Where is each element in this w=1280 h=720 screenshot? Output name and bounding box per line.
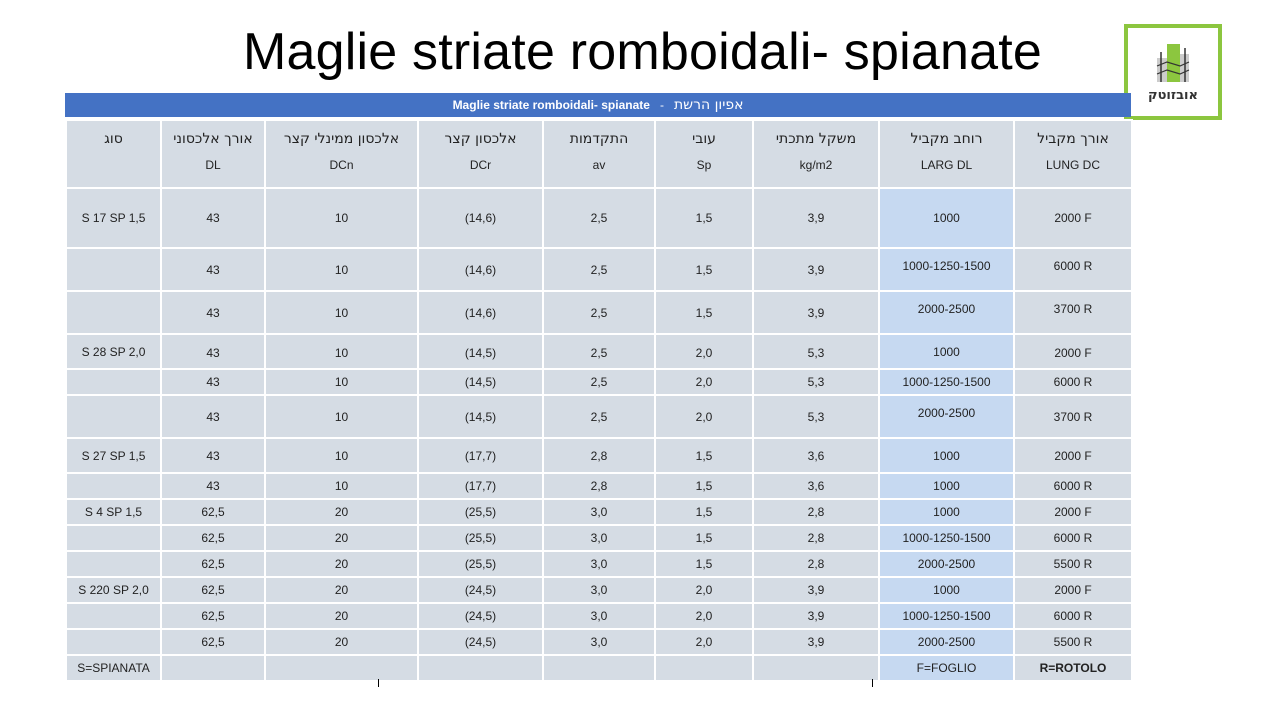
cell-larg: 2000-2500 <box>879 551 1014 577</box>
cell-larg: 1000 <box>879 438 1014 473</box>
table-header-title: Maglie striate romboidali- spianate <box>452 98 650 112</box>
cell-larg: 1000 <box>879 577 1014 603</box>
cell-dcn: 20 <box>265 577 418 603</box>
cell-sp: 2,0 <box>655 334 753 369</box>
col-header-av: התקדמות av <box>543 120 655 188</box>
cell-lung: 6000 R <box>1014 369 1132 395</box>
cell-dcr: (25,5) <box>418 499 543 525</box>
legend-row <box>66 655 1132 681</box>
cell-lung: 2000 F <box>1014 499 1132 525</box>
cell-av: 2,8 <box>543 473 655 499</box>
cell-lung: 2000 F <box>1014 334 1132 369</box>
cell-sp: 1,5 <box>655 291 753 334</box>
col-header-dcn: אלכסון ממינלי קצר DCn <box>265 120 418 188</box>
cell-av: 2,8 <box>543 438 655 473</box>
cell-av: 3,0 <box>543 603 655 629</box>
legend-empty-cell <box>753 655 879 681</box>
table-row <box>66 291 1132 334</box>
cell-dcr: (24,5) <box>418 629 543 655</box>
cell-weight: 2,8 <box>753 499 879 525</box>
cell-av: 2,5 <box>543 291 655 334</box>
cell-type: S 4 SP 1,5 <box>66 499 161 525</box>
cell-weight: 3,9 <box>753 291 879 334</box>
cell-lung: 3700 R <box>1014 291 1132 334</box>
cell-weight: 2,8 <box>753 551 879 577</box>
divider-tick <box>378 679 379 687</box>
cell-dcr: (17,7) <box>418 438 543 473</box>
cell-dl: 62,5 <box>161 551 265 577</box>
col-header-weight: משקל מתכתי kg/m2 <box>753 120 879 188</box>
legend-empty-cell <box>543 655 655 681</box>
cell-dcn: 20 <box>265 629 418 655</box>
cell-larg: 2000-2500 <box>879 291 1014 334</box>
cell-larg: 1000 <box>879 334 1014 369</box>
cell-dcn: 20 <box>265 603 418 629</box>
cell-dcn: 10 <box>265 395 418 438</box>
col-header-lung: אורך מקביל LUNG DC <box>1014 120 1132 188</box>
cell-av: 3,0 <box>543 577 655 603</box>
header-row <box>66 120 1132 188</box>
cell-weight: 5,3 <box>753 369 879 395</box>
cell-dl: 43 <box>161 369 265 395</box>
cell-dl: 43 <box>161 438 265 473</box>
cell-dcn: 10 <box>265 334 418 369</box>
cell-av: 2,5 <box>543 248 655 291</box>
table-row <box>66 473 1132 499</box>
col-header-type: סוג <box>66 120 161 188</box>
cell-larg: 1000 <box>879 473 1014 499</box>
table-row <box>66 551 1132 577</box>
cell-type <box>66 525 161 551</box>
cell-dl: 62,5 <box>161 629 265 655</box>
cell-sp: 2,0 <box>655 629 753 655</box>
cell-lung: 3700 R <box>1014 395 1132 438</box>
legend-empty-cell <box>655 655 753 681</box>
cell-av: 2,5 <box>543 334 655 369</box>
cell-weight: 3,6 <box>753 438 879 473</box>
legend-foglio: F=FOGLIO <box>879 655 1014 681</box>
cell-dcr: (14,5) <box>418 334 543 369</box>
cell-sp: 1,5 <box>655 499 753 525</box>
col-header-sp: עובי Sp <box>655 120 753 188</box>
cell-dcr: (24,5) <box>418 577 543 603</box>
table-header-hebrew: אפיון הרשת <box>673 97 744 113</box>
cell-av: 3,0 <box>543 525 655 551</box>
cell-larg: 1000-1250-1500 <box>879 248 1014 291</box>
table-row <box>66 248 1132 291</box>
legend-empty-cell <box>418 655 543 681</box>
cell-type <box>66 248 161 291</box>
table-header-separator: - <box>659 98 664 112</box>
cell-weight: 3,9 <box>753 629 879 655</box>
cell-lung: 6000 R <box>1014 473 1132 499</box>
cell-type <box>66 629 161 655</box>
cell-dcr: (25,5) <box>418 551 543 577</box>
cell-type: S 17 SP 1,5 <box>66 188 161 248</box>
cell-av: 2,5 <box>543 188 655 248</box>
cell-dcn: 20 <box>265 499 418 525</box>
cell-larg: 1000 <box>879 499 1014 525</box>
divider-tick <box>872 679 873 687</box>
cell-dcn: 10 <box>265 188 418 248</box>
cell-sp: 1,5 <box>655 551 753 577</box>
cell-type <box>66 395 161 438</box>
specs-table <box>65 119 1133 682</box>
cell-sp: 1,5 <box>655 248 753 291</box>
table-row <box>66 525 1132 551</box>
table-row <box>66 629 1132 655</box>
cell-av: 2,5 <box>543 395 655 438</box>
cell-lung: 2000 F <box>1014 577 1132 603</box>
cell-dcn: 10 <box>265 369 418 395</box>
company-logo <box>1124 24 1222 120</box>
building-icon <box>1153 42 1193 88</box>
cell-lung: 2000 F <box>1014 188 1132 248</box>
cell-dcr: (14,6) <box>418 188 543 248</box>
cell-dl: 62,5 <box>161 603 265 629</box>
cell-weight: 3,9 <box>753 603 879 629</box>
col-header-dl: אורך אלכסוני DL <box>161 120 265 188</box>
cell-dl: 43 <box>161 334 265 369</box>
table-row <box>66 577 1132 603</box>
cell-weight: 2,8 <box>753 525 879 551</box>
cell-type <box>66 369 161 395</box>
cell-dl: 62,5 <box>161 499 265 525</box>
cell-type <box>66 473 161 499</box>
table-row <box>66 438 1132 473</box>
cell-dcr: (14,5) <box>418 369 543 395</box>
cell-type <box>66 551 161 577</box>
cell-dcn: 10 <box>265 473 418 499</box>
cell-weight: 3,9 <box>753 248 879 291</box>
cell-weight: 3,9 <box>753 577 879 603</box>
cell-dl: 62,5 <box>161 525 265 551</box>
cell-av: 3,0 <box>543 551 655 577</box>
cell-av: 2,5 <box>543 369 655 395</box>
cell-av: 3,0 <box>543 499 655 525</box>
cell-weight: 5,3 <box>753 334 879 369</box>
cell-type <box>66 603 161 629</box>
legend-empty-cell <box>265 655 418 681</box>
table-row <box>66 603 1132 629</box>
cell-sp: 1,5 <box>655 438 753 473</box>
table-row <box>66 369 1132 395</box>
table-row <box>66 395 1132 438</box>
cell-sp: 2,0 <box>655 395 753 438</box>
cell-dl: 43 <box>161 395 265 438</box>
cell-lung: 6000 R <box>1014 248 1132 291</box>
table-header-bar <box>65 93 1131 117</box>
cell-weight: 5,3 <box>753 395 879 438</box>
cell-dcr: (24,5) <box>418 603 543 629</box>
cell-weight: 3,9 <box>753 188 879 248</box>
cell-sp: 1,5 <box>655 188 753 248</box>
cell-larg: 1000 <box>879 188 1014 248</box>
cell-dcr: (14,6) <box>418 248 543 291</box>
cell-dl: 62,5 <box>161 577 265 603</box>
cell-av: 3,0 <box>543 629 655 655</box>
cell-lung: 5500 R <box>1014 551 1132 577</box>
cell-type: S 28 SP 2,0 <box>66 334 161 369</box>
cell-lung: 2000 F <box>1014 438 1132 473</box>
col-header-dcr: אלכסון קצר DCr <box>418 120 543 188</box>
cell-lung: 5500 R <box>1014 629 1132 655</box>
logo-text: אובזוטק <box>1148 88 1198 103</box>
cell-dcn: 10 <box>265 248 418 291</box>
cell-sp: 2,0 <box>655 577 753 603</box>
cell-sp: 2,0 <box>655 603 753 629</box>
cell-type: S 27 SP 1,5 <box>66 438 161 473</box>
cell-weight: 3,6 <box>753 473 879 499</box>
cell-sp: 1,5 <box>655 473 753 499</box>
cell-larg: 2000-2500 <box>879 629 1014 655</box>
cell-dl: 43 <box>161 291 265 334</box>
cell-dcn: 10 <box>265 291 418 334</box>
cell-dl: 43 <box>161 248 265 291</box>
legend-empty-cell <box>161 655 265 681</box>
cell-type <box>66 291 161 334</box>
cell-lung: 6000 R <box>1014 603 1132 629</box>
cell-sp: 1,5 <box>655 525 753 551</box>
cell-larg: 1000-1250-1500 <box>879 369 1014 395</box>
cell-larg: 1000-1250-1500 <box>879 603 1014 629</box>
slide-title: Maglie striate romboidali- spianate <box>243 23 1042 81</box>
table-row <box>66 188 1132 248</box>
cell-dl: 43 <box>161 188 265 248</box>
table-row <box>66 334 1132 369</box>
cell-dcn: 10 <box>265 438 418 473</box>
cell-dl: 43 <box>161 473 265 499</box>
cell-larg: 1000-1250-1500 <box>879 525 1014 551</box>
table-row <box>66 499 1132 525</box>
cell-dcn: 20 <box>265 525 418 551</box>
legend-spianata: S=SPIANATA <box>66 655 161 681</box>
cell-larg: 2000-2500 <box>879 395 1014 438</box>
legend-rotolo: R=ROTOLO <box>1014 655 1132 681</box>
cell-dcn: 20 <box>265 551 418 577</box>
cell-lung: 6000 R <box>1014 525 1132 551</box>
cell-sp: 2,0 <box>655 369 753 395</box>
cell-type: S 220 SP 2,0 <box>66 577 161 603</box>
cell-dcr: (14,6) <box>418 291 543 334</box>
col-header-larg: רוחב מקביל LARG DL <box>879 120 1014 188</box>
cell-dcr: (25,5) <box>418 525 543 551</box>
cell-dcr: (17,7) <box>418 473 543 499</box>
cell-dcr: (14,5) <box>418 395 543 438</box>
